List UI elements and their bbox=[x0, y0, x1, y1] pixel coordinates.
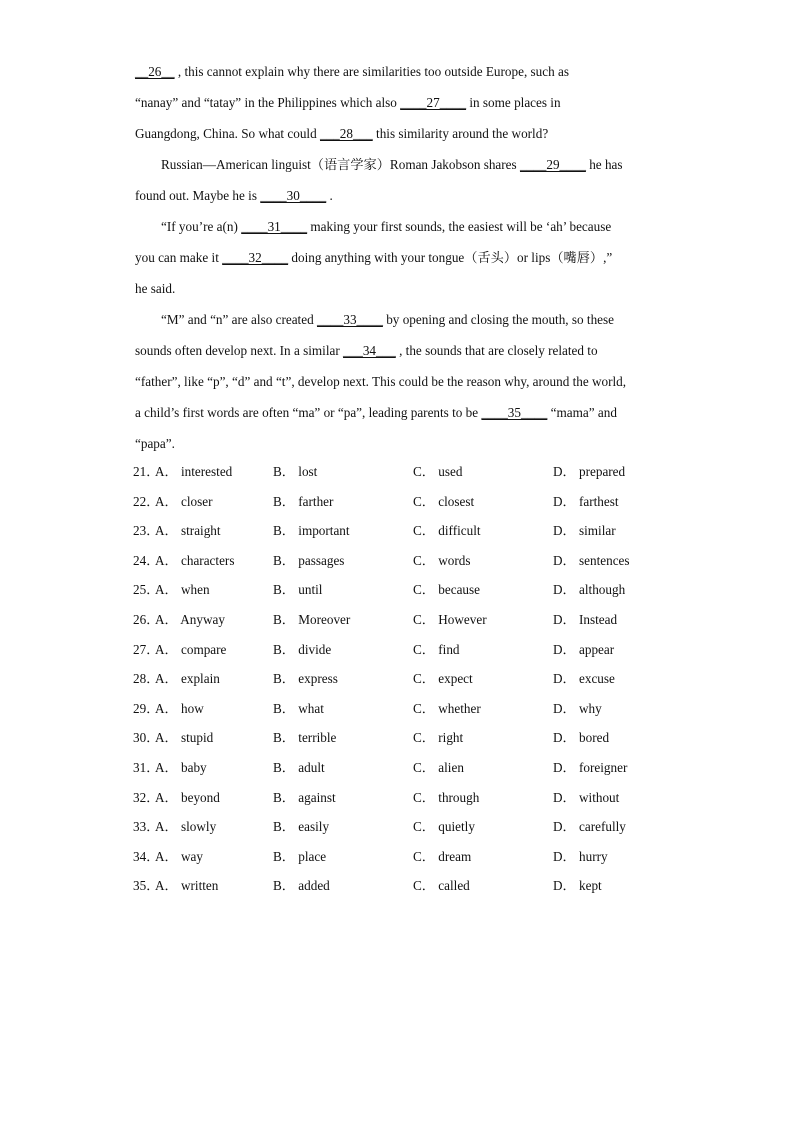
option-a: A． explain bbox=[155, 671, 220, 687]
option-a: A． straight bbox=[155, 523, 221, 539]
option-b: B． adult bbox=[273, 759, 325, 775]
passage-text-run: he said. bbox=[135, 281, 176, 296]
option-c: C． closest bbox=[413, 493, 475, 509]
question-number: 30． bbox=[133, 730, 160, 746]
option-a: A． interested bbox=[155, 464, 233, 479]
passage-text-run: “If you’re a(n) bbox=[161, 219, 242, 234]
passage-line bbox=[135, 304, 680, 335]
passage-line bbox=[135, 180, 680, 211]
option-b: B． farther bbox=[273, 493, 334, 509]
answer-blank: __26__ bbox=[135, 64, 175, 79]
option-b: B． until bbox=[273, 582, 323, 598]
question-number: 24． bbox=[133, 552, 160, 568]
question-number: 33． bbox=[133, 819, 160, 835]
passage-text-run: , this cannot explain why there are similarities too outside Europe, such as bbox=[174, 64, 569, 79]
question-number: 25． bbox=[133, 582, 160, 598]
answer-blank: ____30____ bbox=[260, 188, 327, 203]
option-a: A． baby bbox=[155, 759, 207, 775]
option-b: B． passages bbox=[273, 552, 345, 568]
option-c: C． through bbox=[413, 789, 480, 805]
option-a: A． when bbox=[155, 582, 210, 598]
option-c: C． words bbox=[413, 552, 471, 568]
question-number: 34． bbox=[133, 848, 160, 864]
option-b: B． express bbox=[273, 671, 338, 687]
answer-blank: ____33____ bbox=[316, 312, 383, 327]
passage-text-run: sounds often develop next. In a similar bbox=[135, 343, 344, 358]
passage-line bbox=[135, 87, 680, 118]
question-number: 31． bbox=[133, 759, 160, 775]
option-d: D． although bbox=[553, 582, 626, 598]
passage-text-run: by opening and closing the mouth, so these bbox=[382, 312, 615, 327]
option-a: A． compare bbox=[155, 641, 227, 657]
option-c: C． used bbox=[413, 464, 463, 479]
passage-line bbox=[135, 56, 680, 87]
option-a: A． characters bbox=[155, 552, 235, 568]
option-b: B． important bbox=[273, 523, 350, 539]
question-number: 21． bbox=[133, 464, 160, 479]
option-d: D． excuse bbox=[553, 671, 615, 687]
answer-blank: ____29____ bbox=[519, 157, 586, 172]
passage-text-run: “papa”. bbox=[135, 436, 175, 451]
passage-line bbox=[135, 273, 680, 304]
passage-text-run: Russian—American linguist（语言学家）Roman Jakobson shares bbox=[161, 157, 520, 172]
passage-line bbox=[135, 397, 680, 428]
option-d: D． farthest bbox=[553, 493, 619, 509]
passage-text bbox=[135, 56, 680, 459]
question-number: 35． bbox=[133, 878, 160, 894]
option-a: A． Anyway bbox=[155, 611, 225, 627]
passage-line bbox=[135, 428, 680, 459]
passage-text-run: “nanay” and “tatay” in the Philippines which also bbox=[135, 95, 401, 110]
question-number: 29． bbox=[133, 700, 160, 716]
option-d: D． without bbox=[553, 789, 620, 805]
option-a: A． beyond bbox=[155, 789, 220, 805]
option-d: D． similar bbox=[553, 523, 616, 539]
option-d: D． prepared bbox=[553, 464, 626, 479]
option-b: B． what bbox=[273, 700, 324, 716]
passage-text-run: . bbox=[326, 188, 333, 203]
question-number: 27． bbox=[133, 641, 160, 657]
passage-line bbox=[135, 211, 680, 242]
passage-line bbox=[135, 335, 680, 366]
passage-line bbox=[135, 149, 680, 180]
answer-blank: ____27____ bbox=[400, 95, 467, 110]
passage-text-run: this similarity around the world? bbox=[372, 126, 549, 141]
option-d: D． sentences bbox=[553, 552, 630, 568]
passage-text-run: found out. Maybe he is bbox=[135, 188, 261, 203]
option-d: D． appear bbox=[553, 641, 615, 657]
option-c: C． find bbox=[413, 641, 460, 657]
option-a: A． how bbox=[155, 700, 204, 716]
passage-text-run: , the sounds that are closely related to bbox=[395, 343, 598, 358]
option-b: B． easily bbox=[273, 819, 330, 835]
option-c: C． right bbox=[413, 730, 464, 746]
passage-text-run: Guangdong, China. So what could bbox=[135, 126, 320, 141]
option-a: A． stupid bbox=[155, 730, 214, 746]
passage-text-run: you can make it bbox=[135, 250, 223, 265]
passage-text-run: “mama” and bbox=[547, 405, 617, 420]
question-number: 23． bbox=[133, 523, 160, 539]
passage-line bbox=[135, 118, 680, 149]
passage-line bbox=[135, 242, 680, 273]
option-b: B． terrible bbox=[273, 730, 337, 746]
option-a: A． written bbox=[155, 878, 219, 894]
option-b: B． place bbox=[273, 848, 327, 864]
answer-blank: ____35____ bbox=[481, 405, 548, 420]
option-d: D． bored bbox=[553, 730, 610, 746]
option-c: C． because bbox=[413, 582, 481, 598]
option-c: C． However bbox=[413, 611, 487, 627]
option-a: A． slowly bbox=[155, 819, 217, 835]
question-number: 22． bbox=[133, 493, 160, 509]
option-b: B． divide bbox=[273, 641, 332, 657]
option-c: C． quietly bbox=[413, 819, 475, 835]
option-a: A． closer bbox=[155, 493, 213, 509]
option-c: C． whether bbox=[413, 700, 481, 716]
option-d: D． Instead bbox=[553, 611, 618, 627]
option-d: D． kept bbox=[553, 878, 602, 894]
option-c: C． dream bbox=[413, 848, 472, 864]
option-c: C． difficult bbox=[413, 523, 481, 539]
passage-line bbox=[135, 366, 680, 397]
passage-text-run: “father”, like “p”, “d” and “t”, develop next. This could be the reason why, around the world, bbox=[135, 374, 627, 389]
option-b: B． lost bbox=[273, 464, 318, 479]
option-d: D． why bbox=[553, 700, 602, 716]
option-b: B． added bbox=[273, 878, 330, 894]
passage-text-run: making your first sounds, the easiest will be ‘ah’ because bbox=[307, 219, 612, 234]
option-b: B． against bbox=[273, 789, 336, 805]
question-number: 28． bbox=[133, 671, 160, 687]
option-c: C． expect bbox=[413, 671, 473, 687]
option-c: C． alien bbox=[413, 759, 464, 775]
answer-blank: ____31____ bbox=[241, 219, 308, 234]
option-d: D． foreigner bbox=[553, 759, 628, 775]
passage-text-run: in some places in bbox=[466, 95, 561, 110]
passage-text-run: doing anything with your tongue（舌头）or lips（嘴唇）,” bbox=[288, 250, 613, 265]
option-b: B． Moreover bbox=[273, 611, 351, 627]
passage-text-run: he has bbox=[585, 157, 623, 172]
option-a: A． way bbox=[155, 848, 203, 864]
answer-blank: ___34___ bbox=[343, 343, 396, 358]
answer-blank: ____32____ bbox=[222, 250, 289, 265]
question-number: 32． bbox=[133, 789, 160, 805]
option-d: D． carefully bbox=[553, 819, 626, 835]
passage-text-run: “M” and “n” are also created bbox=[161, 312, 317, 327]
passage-text-run: a child’s first words are often “ma” or “pa”, leading parents to be bbox=[135, 405, 482, 420]
option-c: C． called bbox=[413, 878, 470, 894]
question-number: 26． bbox=[133, 611, 160, 627]
option-d: D． hurry bbox=[553, 848, 608, 864]
answer-blank: ___28___ bbox=[319, 126, 373, 141]
